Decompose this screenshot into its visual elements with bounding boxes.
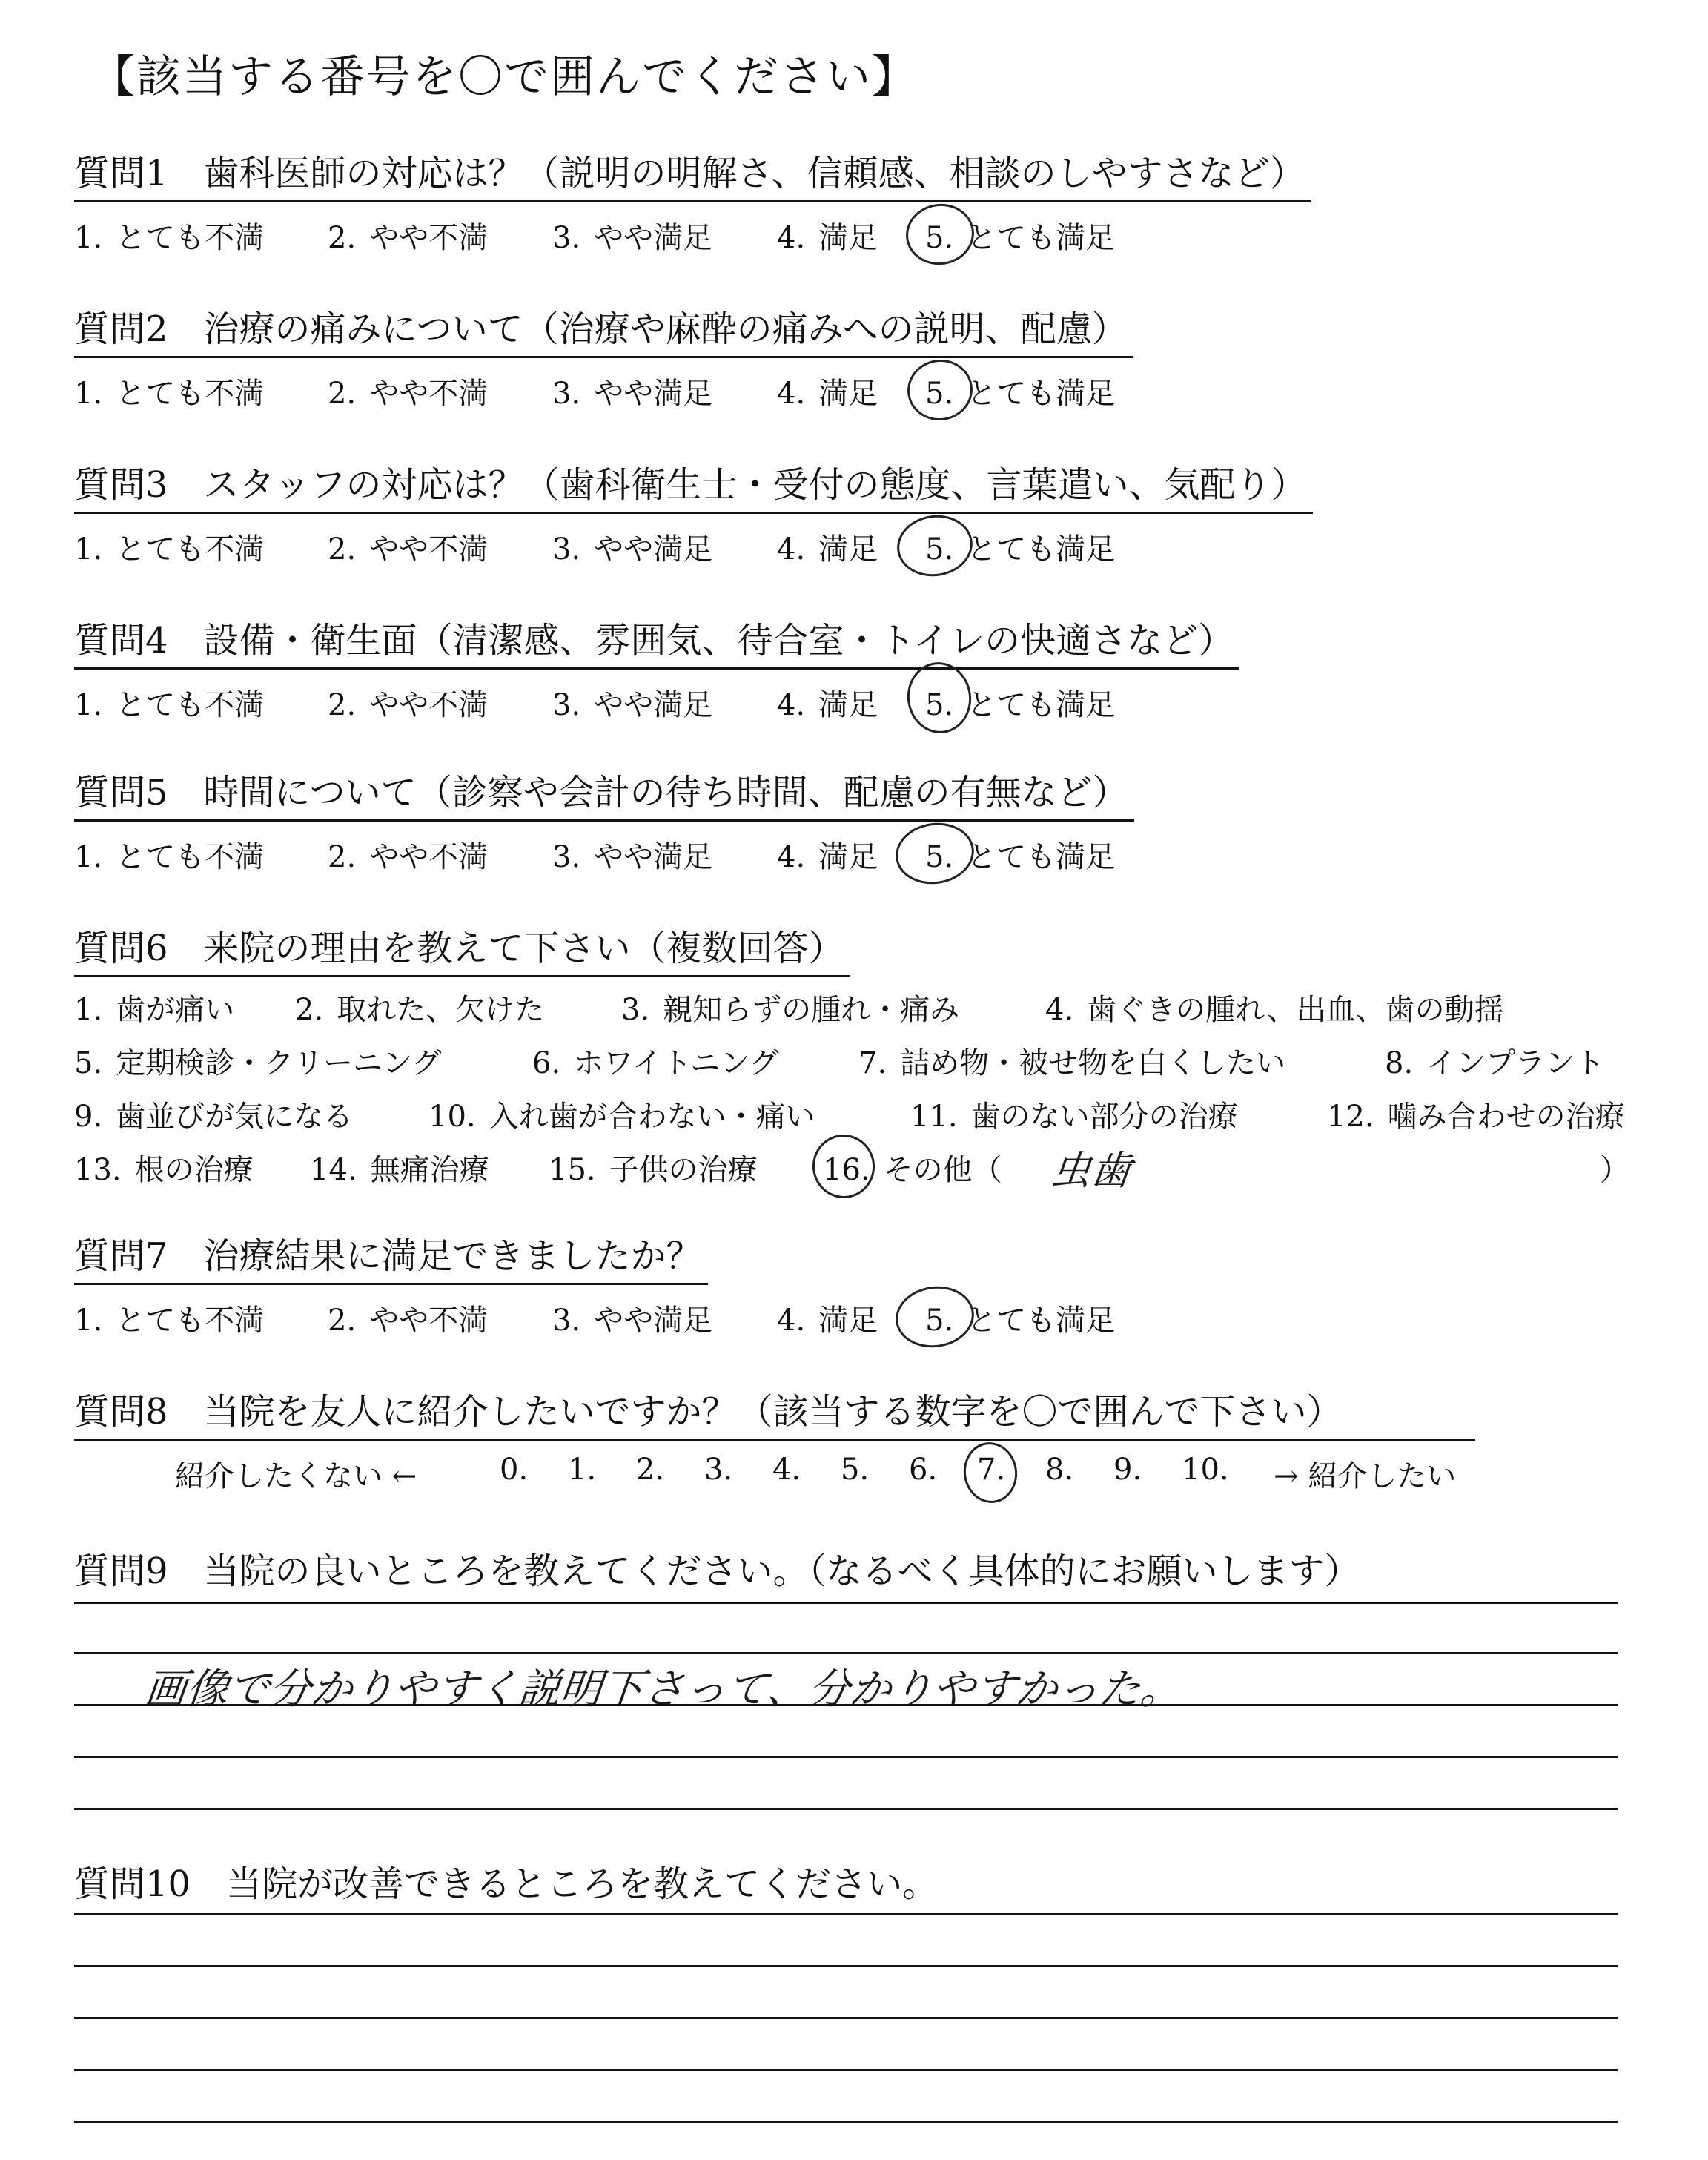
other-reason-handwriting: 虫歯 [1048,1147,1133,1194]
recommend-scale [74,1453,1661,1497]
option-2[interactable] [328,833,488,876]
option-4[interactable] [777,370,878,412]
option-3[interactable] [552,214,712,257]
scale-8[interactable]: 8. [1045,1453,1074,1487]
option-label: とても不満 [116,221,265,255]
option-number: 10. [428,1100,476,1134]
scale-right-label: → 紹介したい [1274,1459,1457,1493]
option-number: 1. [74,993,103,1027]
option-label: やや満足 [594,840,713,874]
option-number: 4. [777,377,806,411]
option-number: 5. [925,1304,954,1338]
question-title: 質問2 治療の痛みについて（治療や麻酔の痛みへの説明、配慮） [74,300,1133,358]
scale-5[interactable]: 5. [841,1453,870,1487]
question-title: 質問6 来院の理由を教えて下さい（複数回答） [74,919,850,977]
option-number: 5. [925,840,954,874]
answer-line [74,1652,1618,1654]
answer-line [74,1965,1618,1967]
option-number: 4. [777,1304,806,1338]
reason-option-7[interactable] [858,1040,1285,1082]
option-number: 5. [925,532,954,567]
option-number: 3. [552,377,581,411]
question-title: 質問5 時間について（診察や会計の待ち時間、配慮の有無など） [74,764,1134,822]
option-label: 親知らずの腫れ・痛み [663,993,960,1027]
options-row [74,1146,1661,1194]
option-label: やや不満 [369,532,489,567]
selection-circle [904,355,977,424]
reason-option-2[interactable] [295,986,544,1028]
option-number: 1. [74,1304,103,1338]
option-number: 5. [74,1046,103,1080]
option-number: 1. [74,840,103,874]
selection-circle [808,1131,878,1203]
question-title: 質問9 当院の良いところを教えてください。（なるべく具体的にお願いします） [74,1550,1360,1592]
option-number: 3. [552,840,581,874]
option-number: 3. [621,993,650,1027]
option-number: 1. [74,221,103,255]
option-number: 1. [74,377,103,411]
option-label: とても満足 [967,1304,1116,1338]
answer-options [74,833,1661,878]
option-number: 12. [1327,1100,1374,1134]
option-number: 8. [1385,1046,1414,1080]
reason-option-8[interactable] [1385,1040,1604,1082]
question-9 [74,1542,1661,1593]
option-1[interactable] [74,214,264,257]
option-label: 歯が痛い [116,993,235,1027]
option-label: 根の治療 [134,1153,254,1187]
option-1[interactable] [74,1297,264,1339]
scale-1[interactable]: 1. [568,1453,597,1487]
question-5 [74,764,1661,878]
option-label: とても満足 [967,221,1116,255]
option-number: 4. [777,840,806,874]
option-number: 4. [777,221,806,255]
option-number: 1. [74,532,103,567]
option-4[interactable] [777,214,878,257]
reason-option-5[interactable] [74,1040,441,1082]
question-3 [74,456,1661,570]
option-label: やや不満 [369,221,489,255]
option-3[interactable] [552,681,712,724]
scale-3[interactable]: 3. [704,1453,733,1487]
option-number: 15. [549,1153,596,1187]
answer-line [74,1913,1618,1915]
options-row [74,1093,1661,1137]
option-number: 1. [74,688,103,722]
option-label: 満足 [818,688,878,722]
question-4 [74,612,1661,726]
option-label: ホワイトニング [574,1046,779,1080]
option-number: 2. [328,377,357,411]
option-3[interactable] [552,370,712,412]
answer-line [74,2121,1618,2123]
question-title: 質問4 設備・衛生面（清潔感、雰囲気、待合室・トイレの快適さなど） [74,612,1239,670]
option-label: とても不満 [116,1304,265,1338]
option-label: やや不満 [369,840,489,874]
selection-circle [892,818,978,889]
option-number: 6. [532,1046,561,1080]
option-label: とても満足 [967,688,1116,722]
option-1[interactable] [74,370,264,412]
option-3[interactable] [552,526,712,568]
option-4[interactable] [777,681,878,724]
question-10 [74,1855,1661,1906]
option-1[interactable] [74,526,264,568]
option-2[interactable] [328,681,488,724]
option-number: 7. [858,1046,887,1080]
good-points-handwriting: 画像で分かりやすく説明下さって、分かりやすかった。 [142,1665,1185,1714]
reason-option-12[interactable] [1327,1093,1625,1135]
options-row [74,1040,1661,1084]
answer-line [74,2017,1618,2019]
answer-line [74,1704,1618,1706]
option-1[interactable] [74,833,264,876]
option-label: その他（ [883,1153,1002,1187]
scale-7[interactable]: 7. [977,1453,1006,1487]
option-number: 14. [310,1153,357,1187]
option-label: とても満足 [967,532,1116,567]
option-2[interactable] [328,526,488,568]
option-label: やや満足 [594,221,713,255]
scale-10[interactable]: 10. [1182,1453,1229,1487]
selection-circle [902,199,979,269]
option-4[interactable] [777,833,878,876]
reason-option-9[interactable] [74,1093,353,1135]
selection-circle [960,1439,1022,1506]
option-4[interactable] [777,526,878,568]
reason-option-1[interactable] [74,986,234,1028]
option-label: とても不満 [116,688,265,722]
option-number: 16. [823,1153,870,1187]
selection-circle [892,1281,978,1353]
question-title: 質問10 当院が改善できるところを教えてください。 [74,1863,939,1905]
reason-option-11[interactable] [910,1093,1238,1135]
reason-option-13[interactable] [74,1146,254,1189]
answer-options [74,1297,1661,1341]
option-label: 子供の治療 [609,1153,758,1187]
scale-6[interactable]: 6. [909,1453,938,1487]
answer-line [74,1602,1618,1604]
reason-option-4[interactable] [1045,986,1504,1028]
reason-option-10[interactable] [428,1093,815,1135]
reason-option-3[interactable] [621,986,959,1028]
option-number: 2. [328,840,357,874]
selection-circle [893,510,976,581]
reason-option-14[interactable] [310,1146,489,1189]
answer-options [74,526,1661,570]
option-number: 5. [925,221,954,255]
option-number: 4. [1045,993,1074,1027]
option-number: 9. [74,1100,103,1134]
option-number: 5. [925,377,954,411]
option-label: 入れ歯が合わない・痛い [489,1100,815,1134]
option-label: やや満足 [594,688,713,722]
option-4[interactable] [777,1297,878,1339]
option-2[interactable] [328,1297,488,1339]
option-label: 満足 [818,532,878,567]
question-7 [74,1227,1661,1341]
option-3[interactable] [552,833,712,876]
option-number: 3. [552,532,581,567]
option-label: やや満足 [594,1304,713,1338]
option-label: 満足 [818,221,878,255]
option-2[interactable] [328,214,488,257]
option-number: 2. [295,993,324,1027]
option-label: やや満足 [594,532,713,567]
scale-2[interactable]: 2. [636,1453,665,1487]
scale-4[interactable]: 4. [772,1453,801,1487]
option-number: 2. [328,532,357,567]
option-label: 歯のない部分の治療 [970,1100,1238,1134]
option-1[interactable] [74,681,264,724]
option-label: やや不満 [369,1304,489,1338]
option-2[interactable] [328,370,488,412]
question-title: 質問7 治療結果に満足できましたか？ [74,1227,708,1285]
question-title: 質問8 当院を友人に紹介したいですか？（該当する数字を〇で囲んで下さい） [74,1383,1475,1441]
option-number: 3. [552,1304,581,1338]
answer-line [74,1808,1618,1810]
scale-9[interactable]: 9. [1113,1453,1142,1487]
option-number: 3. [552,221,581,255]
question-1 [74,145,1661,259]
selection-circle [903,658,976,737]
scale-left-label: 紹介したくない ← [175,1459,417,1493]
option-label: やや不満 [369,377,489,411]
option-label: インプラント [1426,1046,1605,1080]
question-6 [74,919,1661,1194]
question-2 [74,300,1661,415]
closing-paren: ） [1600,1153,1629,1187]
option-label: とても不満 [116,840,265,874]
option-number: 2. [328,221,357,255]
option-label: 噛み合わせの治療 [1387,1100,1625,1134]
question-title: 質問3 スタッフの対応は？（歯科衛生士・受付の態度、言葉遣い、気配り） [74,456,1313,514]
option-label: やや不満 [369,688,489,722]
option-label: 満足 [818,1304,878,1338]
option-label: 満足 [818,377,878,411]
reason-option-15[interactable] [549,1146,758,1189]
option-number: 5. [925,688,954,722]
page-title: 【該当する番号を〇で囲んでください】 [90,51,918,103]
answer-options [74,214,1661,259]
option-label: 詰め物・被せ物を白くしたい [900,1046,1286,1080]
option-label: とても満足 [967,840,1116,874]
option-number: 4. [777,532,806,567]
option-label: 歯並びが気になる [116,1100,354,1134]
option-label: 無痛治療 [370,1153,489,1187]
answer-line [74,1756,1618,1758]
reason-option-6[interactable] [532,1040,779,1082]
options-row [74,986,1661,1031]
option-number: 11. [910,1100,958,1134]
option-label: 定期検診・クリーニング [116,1046,442,1080]
option-label: とても不満 [116,377,265,411]
option-number: 2. [328,688,357,722]
option-label: 満足 [818,840,878,874]
question-8 [74,1383,1661,1497]
answer-options [74,370,1661,415]
question-title: 質問1 歯科医師の対応は？（説明の明解さ、信頼感、相談のしやすさなど） [74,145,1311,202]
option-number: 2. [328,1304,357,1338]
option-label: とても不満 [116,532,265,567]
answer-line [74,2069,1618,2071]
option-3[interactable] [552,1297,712,1339]
option-label: とても満足 [967,377,1116,411]
scale-0[interactable]: 0. [500,1453,529,1487]
answer-options [74,681,1661,726]
option-number: 3. [552,688,581,722]
option-label: 取れた、欠けた [337,993,545,1027]
option-label: 歯ぐきの腫れ、出血、歯の動揺 [1087,993,1504,1027]
option-number: 13. [74,1153,122,1187]
option-number: 4. [777,688,806,722]
option-label: やや満足 [594,377,713,411]
